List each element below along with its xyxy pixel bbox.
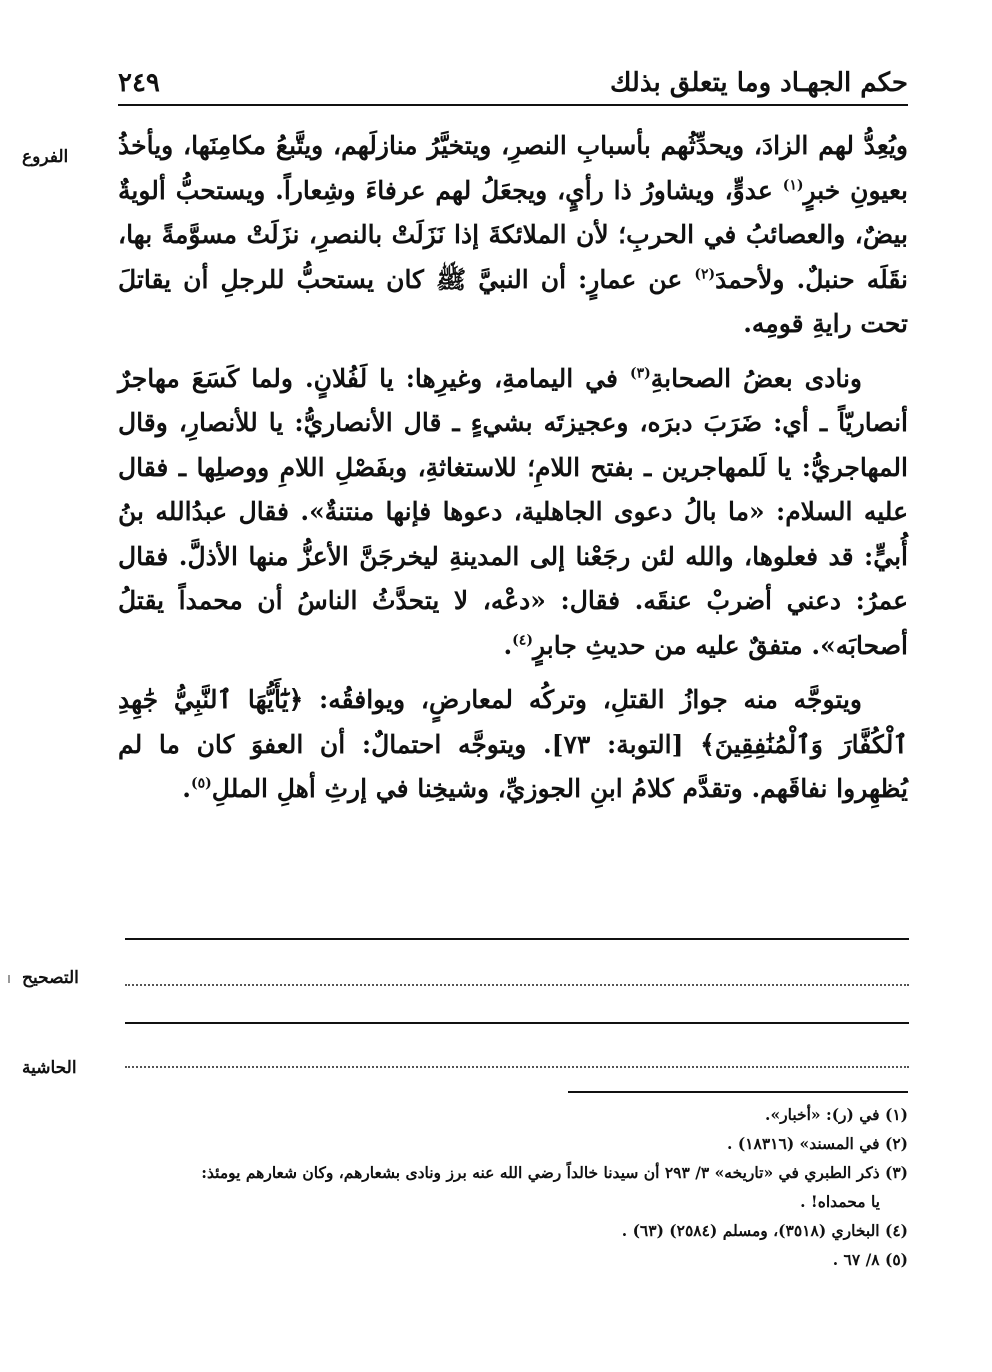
correction-bottom-rule bbox=[125, 1022, 909, 1024]
footnote-ref-4: (٤) bbox=[512, 632, 533, 649]
footnote-2: (٢) في المسند» (١٨٣١٦) . bbox=[727, 1134, 908, 1153]
footnote-ref-3: (٣) bbox=[629, 365, 651, 382]
footnote-4: (٤) البخاري (٣٥١٨)، ومسلم (٢٥٨٤) (٦٣) . bbox=[621, 1221, 908, 1240]
paragraph-1-part-3: عن عمارٍ: أن النبيَّ ﷺ كان يستحبُّ للرجلِ أن يقاتلَ تحت رايةِ قومِه. bbox=[118, 264, 908, 338]
paragraph-3-part-2: . bbox=[182, 774, 191, 803]
paragraph-2-part-1: ونادى بعضُ الصحابةِ bbox=[650, 363, 863, 393]
footnote-ref-1: (١) bbox=[782, 177, 804, 194]
margin-label-commentary: الحاشية bbox=[22, 1058, 77, 1078]
paragraph-2 bbox=[118, 357, 908, 669]
paragraph-1-part-1: ويُعِدُّ لهم الزادَ، ويحدِّثُهم بأسبابِ النصرِ، ويتخيَّرُ منازلَهم، ويتَّبعُ مكامِنَها، ويأخذُ بعيونِ خبرٍ bbox=[118, 131, 908, 205]
paragraph-2-part-2: في اليمامةِ، وغيرِها: يا لَفُلانٍ. ولما كَسَعَ مهاجرٌ أنصاريّاً ـ أي: ضَرَبَ دبرَه، وعجيزتَه بشيءٍ ـ قال الأنصاريُّ: يا للأنصارِ، وقال المهاجريُّ: يا لَلمهاجرين ـ بفتح اللامِ؛ للاستغاثةِ، وبفَصْلِ اللامِ ووصلِها ـ فقال عليه السلام: «ما بالُ دعوى الجاهلية، دعوها فإنها منتنةٌ». فقال عبدُالله بنُ أُبيٍّ: قد فعلوها، والله لئن رجَعْنا إلى المدينةِ ليخرجَنَّ الأعزُّ منها الأذلَّ. فقال عمرُ: دعني أضربْ عنقَه. فقال: «دعْه، لا يتحدَّثُ الناسُ أن محمداً يقتلُ أصحابَه». متفقٌ عليه من حديثِ جابرٍ bbox=[118, 363, 908, 660]
header-rule bbox=[118, 104, 908, 106]
footnote-3-continuation: يا محمداه! . bbox=[800, 1192, 880, 1211]
footnotes bbox=[118, 1100, 908, 1274]
main-text bbox=[118, 124, 908, 812]
correction-dotted-line bbox=[125, 984, 909, 986]
footnote-1: (١) في (ر): «أخبار». bbox=[765, 1105, 908, 1124]
page-number: ٢٤٩ bbox=[118, 68, 160, 98]
footnote-separator bbox=[568, 1091, 908, 1093]
footnote-5: (٥) ٨/ ٦٧ . bbox=[832, 1250, 908, 1269]
paragraph-3-part-1: ويتوجَّه منه جوازُ القتلِ، وتركُه لمعارضٍ، ويوافقُه: ﴿يَٰٓأَيُّهَا ٱلنَّبِيُّ جَٰهِدِ ٱلْكُفَّارَ وَٱلْمُنَٰفِقِينَ﴾ [التوبة: ٧٣]. ويتوجَّه احتمالٌ: أن العفوَ كان ما لم يُظهِروا نفاقَهم. وتقدَّم كلامُ ابنِ الجوزيِّ، وشيخِنا في إرثِ أهلِ المللِ bbox=[118, 685, 909, 803]
footnote-3: (٣) ذكر الطبري في «تاريخه» ٣/ ٢٩٣ أن سيدنا خالداً رضي الله عنه برز ونادى بشعارهم، وكان شعارهم يومئذ: bbox=[201, 1163, 908, 1182]
correction-top-rule bbox=[125, 938, 909, 940]
footnote-ref-2: (٢) bbox=[694, 266, 716, 283]
paragraph-3 bbox=[118, 678, 908, 812]
paragraph-1 bbox=[118, 124, 908, 347]
footnote-ref-5: (٥) bbox=[191, 775, 212, 792]
paragraph-1-part-2: عدوٍّ، ويشاورُ ذا رأيٍ، ويجعَلُ لهم عرفاءَ وشِعاراً. ويستحبُّ ألويةٌ بيضٌ، والعصائبُ في الحربِ؛ لأن الملائكةَ إذا نَزَلَتْ بالنصرِ، نزَلَتْ مسوَّمةً بها، نقَلَه حنبلٌ. ولأحمدَ bbox=[118, 175, 908, 294]
margin-label-branches: الفروع bbox=[22, 147, 69, 167]
margin-tick-mark bbox=[8, 975, 10, 983]
commentary-dotted-line bbox=[125, 1066, 909, 1068]
running-title: حكم الجهـاد وما يتعلق بذلك bbox=[609, 68, 908, 98]
margin-label-correction: التصحيح bbox=[22, 968, 79, 988]
paragraph-2-part-3: . bbox=[503, 630, 513, 660]
running-header bbox=[118, 62, 908, 102]
